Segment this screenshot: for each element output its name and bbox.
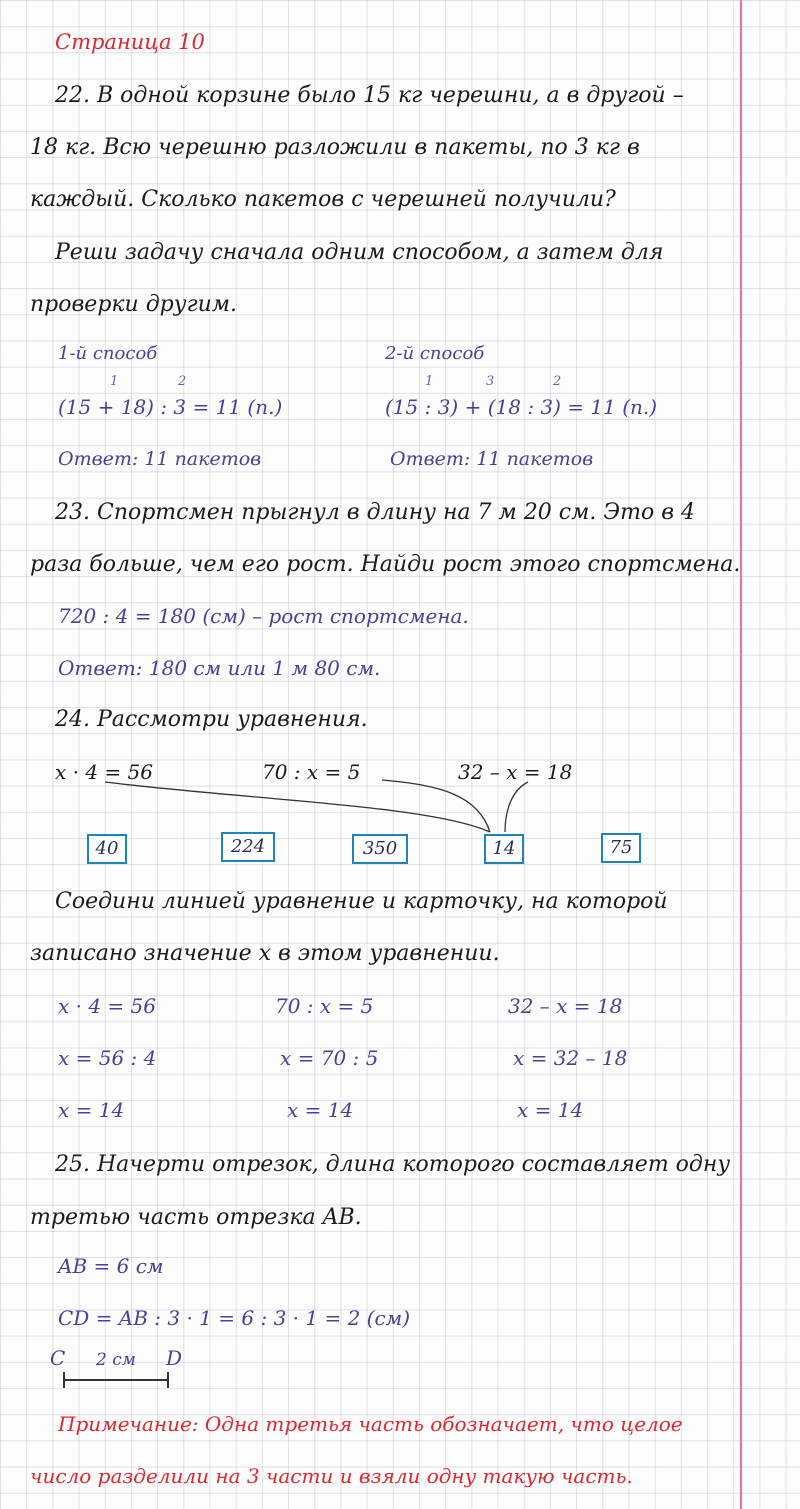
solution-col3-step3: x = 14 [517, 1098, 584, 1122]
solution-col2-step2: x = 70 : 5 [280, 1046, 379, 1070]
way1-order-mark: 1 [110, 374, 119, 389]
solution-col3-step1: 32 – x = 18 [508, 994, 623, 1018]
way1-answer: Ответ: 11 пакетов [58, 448, 262, 470]
task22-line1: 22. В одной корзине было 15 кг черешни, а в другой – [55, 83, 684, 108]
equation-3: 32 – x = 18 [458, 760, 573, 784]
task23-line2: раза больше, чем его рост. Найди рост этого спортсмена. [30, 552, 741, 577]
answer-card: 14 [484, 834, 524, 864]
task24-instruction-1: Соедини линией уравнение и карточку, на которой [55, 889, 668, 914]
solution-col2-step1: 70 : x = 5 [275, 994, 374, 1018]
way2-order-mark: 2 [553, 374, 562, 389]
answer-card: 350 [352, 834, 408, 864]
segment-label-c: C [50, 1346, 66, 1370]
task25-ab: AB = 6 см [58, 1254, 164, 1278]
task22-line2: 18 кг. Всю черешню разложили в пакеты, по 3 кг в [30, 135, 640, 160]
solution-col3-step2: x = 32 – 18 [513, 1046, 628, 1070]
way1-label: 1-й способ [58, 343, 158, 364]
answer-card: 75 [601, 833, 641, 863]
task23-solution: 720 : 4 = 180 (см) – рост спортсмена. [58, 604, 469, 628]
way2-order-mark: 1 [425, 374, 434, 389]
segment-length: 2 см [96, 1350, 136, 1370]
task23-line1: 23. Спортсмен прыгнул в длину на 7 м 20 см. Это в 4 [55, 500, 696, 525]
way2-order-mark: 3 [486, 374, 495, 389]
task22-line5: проверки другим. [30, 292, 238, 317]
equation-1: x · 4 = 56 [55, 760, 153, 784]
way2-answer: Ответ: 11 пакетов [390, 448, 594, 470]
answer-card: 224 [221, 832, 275, 862]
answer-card: 40 [87, 834, 127, 864]
solution-col2-step3: x = 14 [287, 1098, 354, 1122]
task24-line1: 24. Рассмотри уравнения. [55, 707, 368, 732]
task25-line2: третью часть отрезка AB. [30, 1205, 362, 1230]
solution-col1-step1: x · 4 = 56 [58, 994, 156, 1018]
way2-label: 2-й способ [385, 343, 485, 364]
task22-line4: Реши задачу сначала одним способом, а затем для [55, 240, 664, 265]
task23-answer: Ответ: 180 см или 1 м 80 см. [58, 656, 381, 680]
equation-2: 70 : x = 5 [262, 760, 361, 784]
task22-line3: каждый. Сколько пакетов с черешней получили? [30, 187, 616, 212]
solution-col1-step2: x = 56 : 4 [58, 1046, 157, 1070]
segment-label-d: D [166, 1346, 183, 1370]
page-title: Страница 10 [55, 30, 205, 54]
task25-cd: CD = AB : 3 · 1 = 6 : 3 · 1 = 2 (см) [58, 1306, 411, 1330]
solution-col1-step3: x = 14 [58, 1098, 125, 1122]
way2-expression: (15 : 3) + (18 : 3) = 11 (п.) [385, 395, 658, 419]
note-line1: Примечание: Одна третья часть обозначает, что целое [58, 1412, 683, 1436]
task25-line1: 25. Начерти отрезок, длина которого составляет одну [55, 1152, 731, 1177]
way1-expression: (15 + 18) : 3 = 11 (п.) [58, 395, 283, 419]
note-line2: число разделили на 3 части и взяли одну такую часть. [30, 1464, 633, 1488]
way1-order-mark: 2 [178, 374, 187, 389]
task24-instruction-2: записано значение x в этом уравнении. [30, 941, 500, 966]
